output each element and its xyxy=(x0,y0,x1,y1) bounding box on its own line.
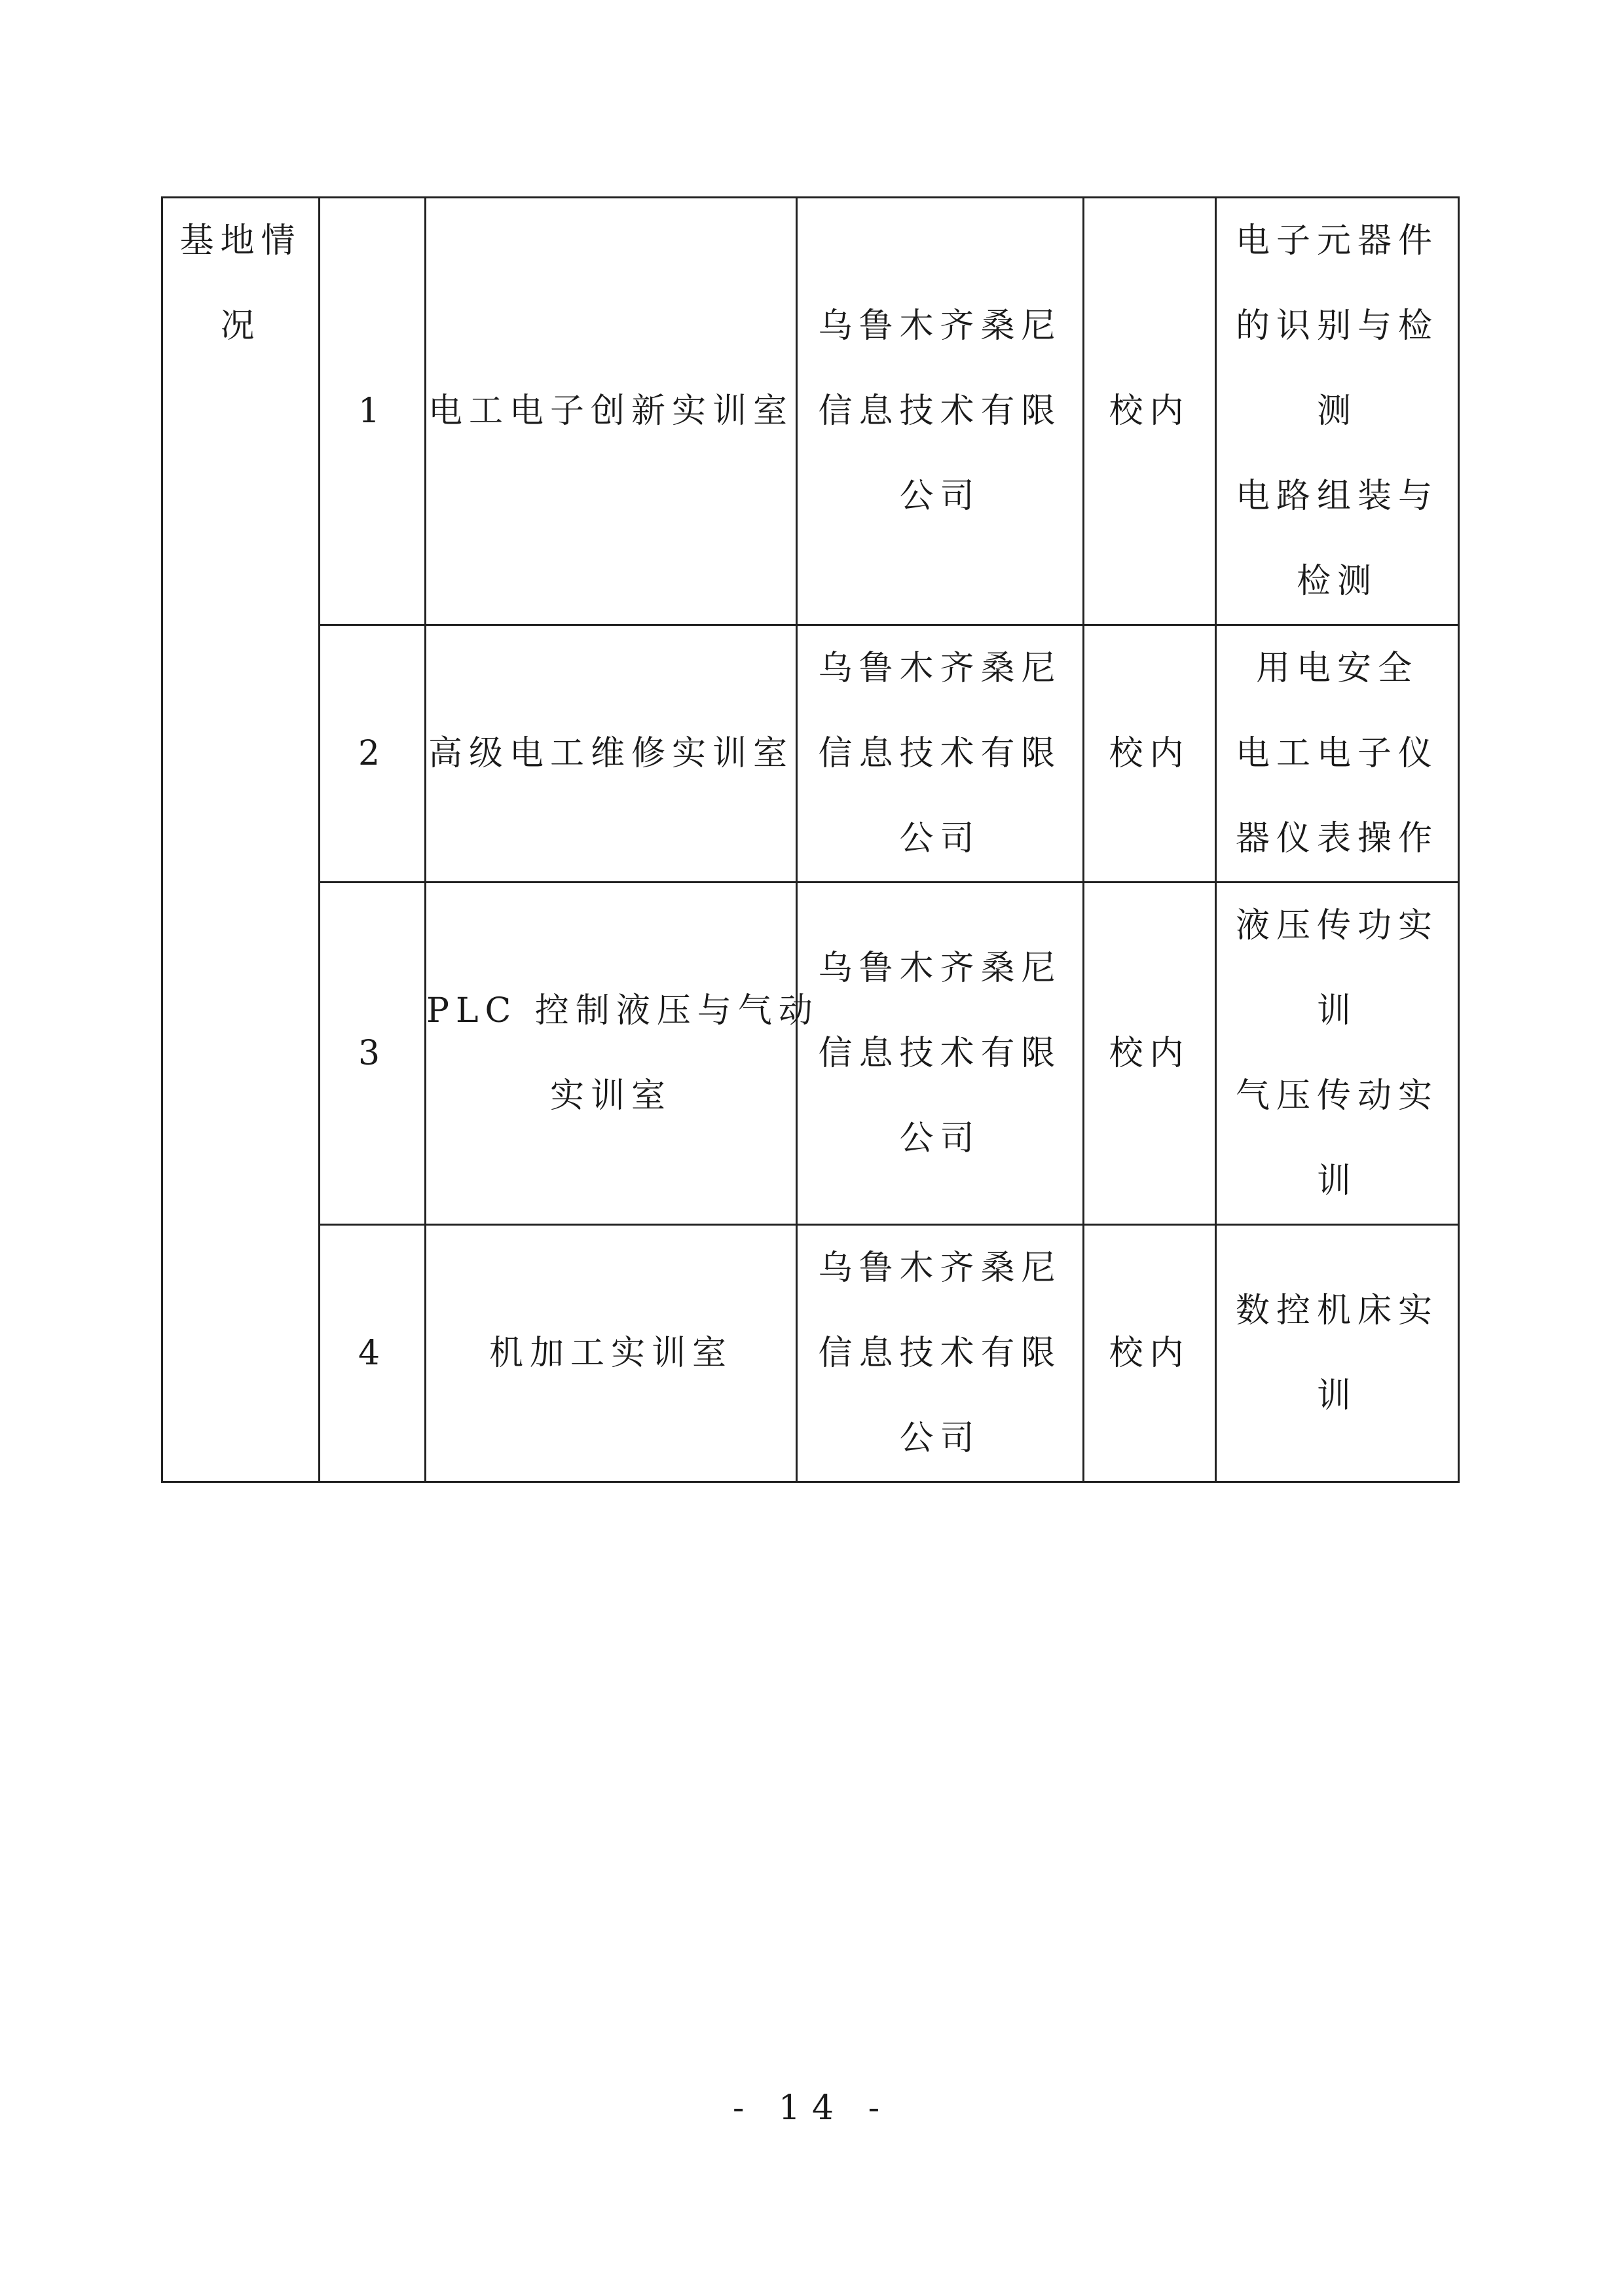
company-cell xyxy=(797,198,1084,625)
content-line: 训 xyxy=(1316,1376,1357,1415)
room-name: 机加工实训室 xyxy=(489,1334,733,1373)
content-line: 气压传动实 xyxy=(1235,1076,1439,1116)
location-cell: 校内 xyxy=(1084,883,1216,1225)
content-line: 检测 xyxy=(1296,562,1378,601)
table-row xyxy=(162,883,1459,1225)
content-line: 数控机床实 xyxy=(1235,1291,1439,1330)
row-index: 4 xyxy=(320,1225,426,1482)
row-index: 1 xyxy=(320,198,426,625)
category-label-line: 基地情 xyxy=(179,221,302,261)
company-cell xyxy=(797,1225,1084,1482)
table-row xyxy=(162,1225,1459,1482)
content-line: 电工电子仪 xyxy=(1235,734,1439,773)
content-line: 测 xyxy=(1316,392,1357,431)
company-name-line: 乌鲁木齐桑尼 xyxy=(818,949,1062,988)
company-name-line: 公司 xyxy=(899,477,981,516)
company-cell xyxy=(797,625,1084,883)
training-content-cell xyxy=(1216,198,1459,625)
category-label-line: 况 xyxy=(220,306,261,346)
location-cell: 校内 xyxy=(1084,625,1216,883)
company-name-line: 信息技术有限 xyxy=(818,392,1062,431)
room-name: 高级电工维修实训室 xyxy=(428,734,794,773)
room-name: PLC 控制液压与气动 xyxy=(426,991,819,1030)
category-label-cell xyxy=(162,198,320,1482)
content-line: 训 xyxy=(1316,1161,1357,1201)
company-cell xyxy=(797,883,1084,1225)
location-cell: 校内 xyxy=(1084,1225,1216,1482)
company-name-line: 公司 xyxy=(899,1119,981,1158)
company-name-line: 乌鲁木齐桑尼 xyxy=(818,306,1062,346)
content-line: 电路组装与 xyxy=(1235,477,1439,516)
page-number: - 14 - xyxy=(732,2088,892,2128)
content-line: 训 xyxy=(1316,991,1357,1030)
content-line: 器仪表操作 xyxy=(1235,819,1439,858)
content-line: 电子元器件 xyxy=(1235,221,1439,261)
table-row xyxy=(162,625,1459,883)
training-content-cell xyxy=(1216,883,1459,1225)
content-line: 用电安全 xyxy=(1255,649,1418,688)
training-content-cell xyxy=(1216,625,1459,883)
room-name-cell xyxy=(426,625,797,883)
room-name-cell xyxy=(426,1225,797,1482)
row-index: 2 xyxy=(320,625,426,883)
room-name: 电工电子创新实训室 xyxy=(428,392,794,431)
content-line: 的识别与检 xyxy=(1235,306,1439,346)
training-base-table xyxy=(161,196,1460,1483)
room-name-cell xyxy=(426,883,819,1225)
company-name-line: 信息技术有限 xyxy=(818,1034,1062,1073)
location-cell: 校内 xyxy=(1084,198,1216,625)
content-line: 液压传功实 xyxy=(1235,906,1439,945)
table-row xyxy=(162,198,1459,625)
company-name-line: 乌鲁木齐桑尼 xyxy=(818,1248,1062,1288)
row-index: 3 xyxy=(320,883,426,1225)
room-name-cell xyxy=(426,198,797,625)
company-name-line: 信息技术有限 xyxy=(818,734,1062,773)
company-name-line: 乌鲁木齐桑尼 xyxy=(818,649,1062,688)
room-name: 实训室 xyxy=(549,1076,672,1116)
training-content-cell xyxy=(1216,1225,1459,1482)
company-name-line: 信息技术有限 xyxy=(818,1334,1062,1373)
company-name-line: 公司 xyxy=(899,1419,981,1458)
company-name-line: 公司 xyxy=(899,819,981,858)
